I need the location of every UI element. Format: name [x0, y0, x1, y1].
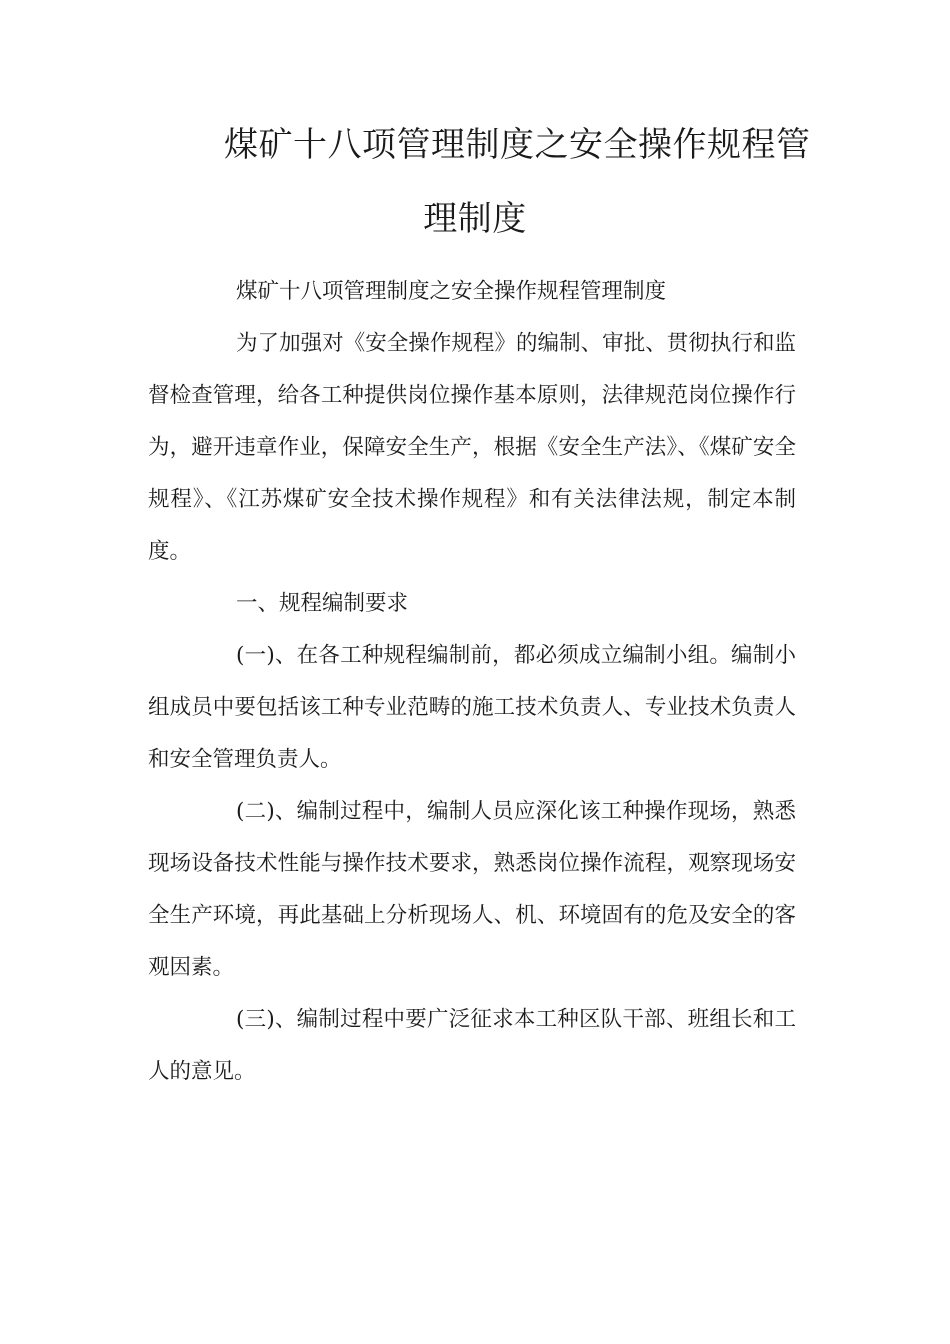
paragraph-subtitle: 煤矿十八项管理制度之安全操作规程管理制度 — [236, 279, 667, 304]
paragraph-item-1: (一)、在各工种规程编制前，都必须成立编制小组。编制小组成员中要包括该工种专业范畴的施工技术负责人、专业技术负责人和安全管理负责人。 — [148, 643, 796, 772]
document-title-line-2: 理制度 — [423, 199, 527, 239]
document-title-line-1: 煤矿十八项管理制度之安全操作规程管 — [224, 125, 811, 165]
section-heading: 一、规程编制要求 — [236, 591, 409, 616]
paragraph-item-3: (三)、编制过程中要广泛征求本工种区队干部、班组长和工人的意见。 — [148, 1007, 796, 1084]
paragraph-item-2: (二)、编制过程中，编制人员应深化该工种操作现场，熟悉现场设备技术性能与操作技术要求，熟悉岗位操作流程，观察现场安全生产环境，再此基础上分析现场人、机、环境固有的危及安全的客观因素。 — [148, 799, 796, 980]
document-body — [148, 266, 796, 1098]
paragraph-purpose: 为了加强对《安全操作规程》的编制、审批、贯彻执行和监督检查管理，给各工种提供岗位操作基本原则，法律规范岗位操作行为，避开违章作业，保障安全生产，根据《安全生产法》、《煤矿安全规程》、《江苏煤矿安全技术操作规程》和有关法律法规，制定本制度。 — [148, 331, 796, 564]
